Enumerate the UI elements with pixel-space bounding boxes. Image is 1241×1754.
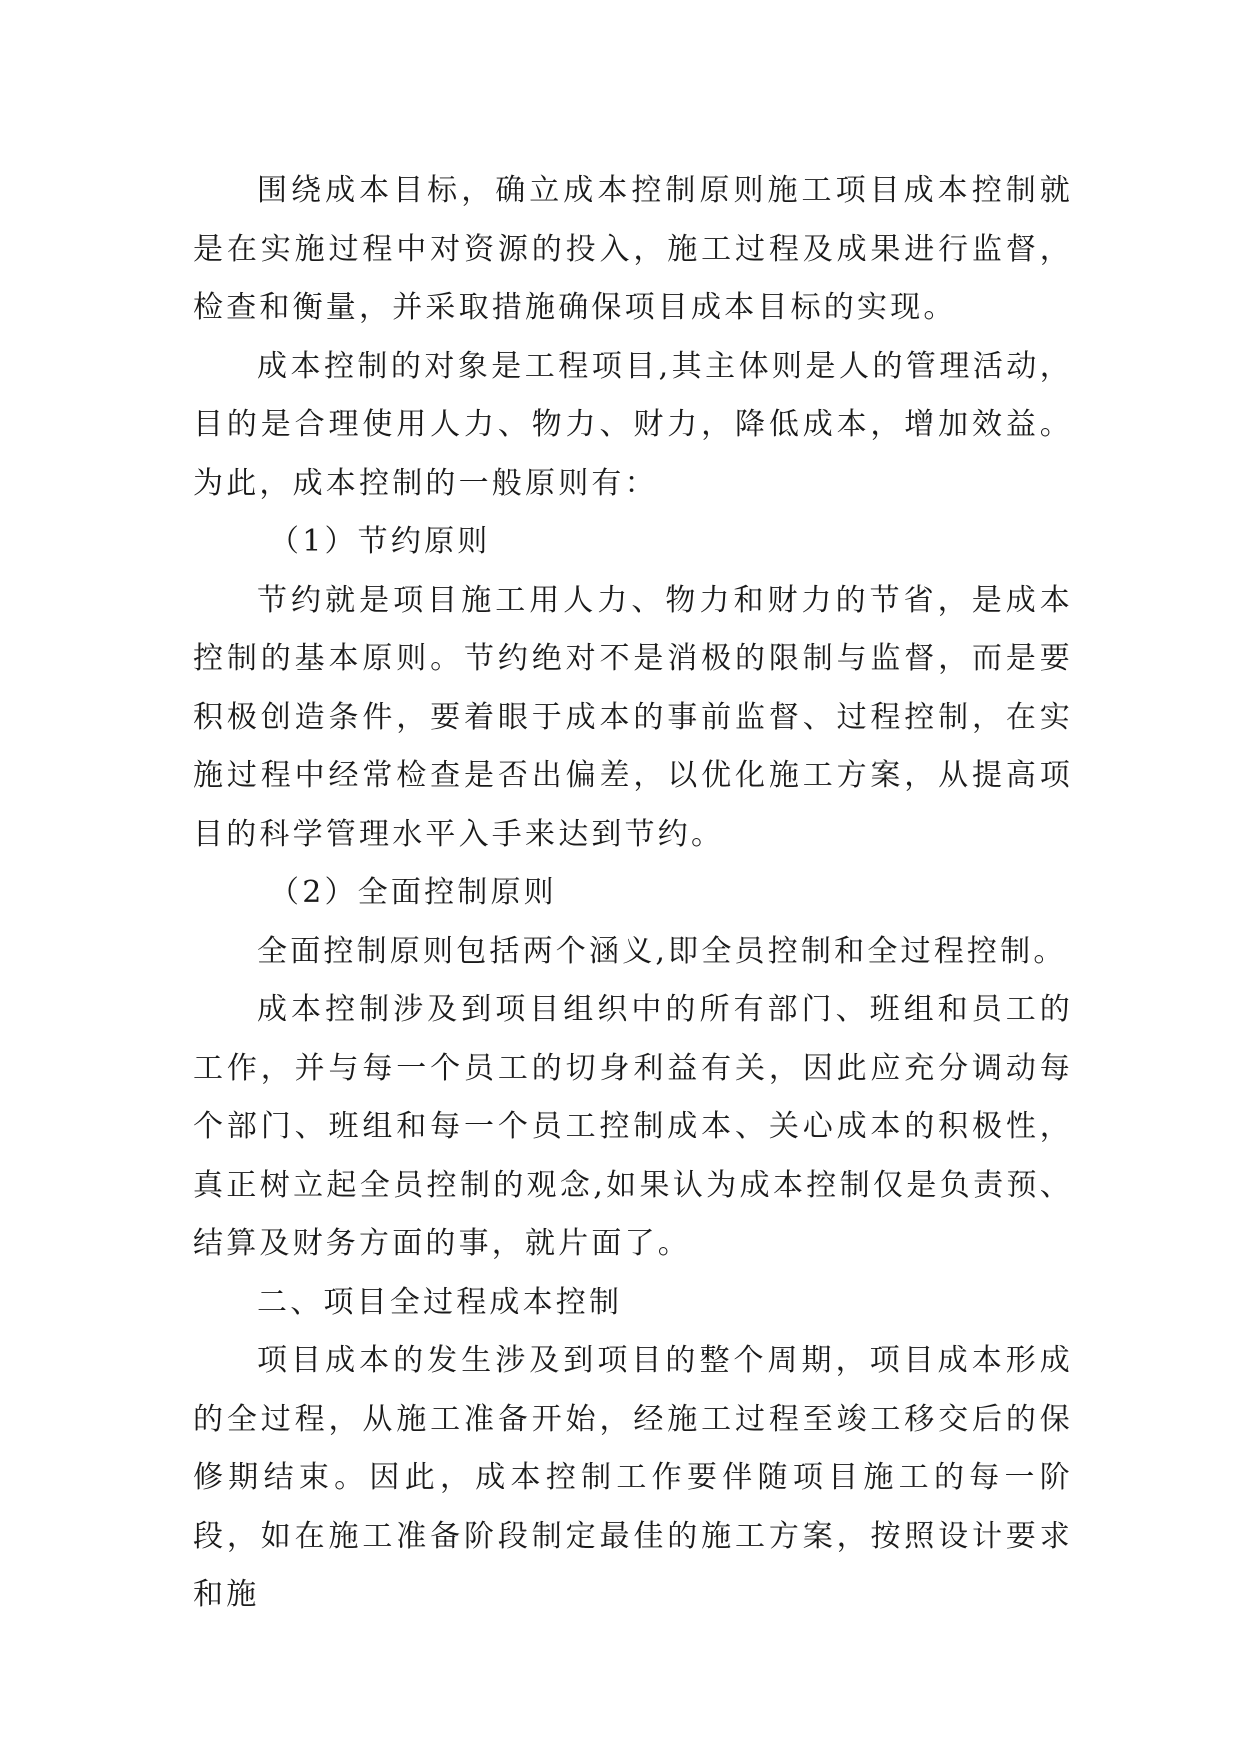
- paragraph-full-control-meaning: 全面控制原则包括两个涵义,即全员控制和全过程控制。: [257, 933, 1067, 969]
- document-body: [193, 162, 1073, 1625]
- paragraph-whole-process-control: 项目成本的发生涉及到项目的整个周期，项目成本形成的全过程，从施工准备开始，经施工过程至竣工移交后的保修期结束。因此，成本控制工作要伴随项目施工的每一阶段，如在施工准备阶段制定最佳的施工方案，按照设计要求和施: [193, 1343, 1073, 1612]
- paragraph-cost-target: 围绕成本目标，确立成本控制原则施工项目成本控制就是在实施过程中对资源的投入，施工过程及成果进行监督，检查和衡量，并采取措施确保项目成本目标的实现。: [193, 173, 1073, 325]
- heading-whole-process-control: 二、项目全过程成本控制: [257, 1284, 623, 1320]
- heading-saving-principle: （1）节约原则: [269, 524, 491, 559]
- paragraph-control-object: 成本控制的对象是工程项目,其主体则是人的管理活动，目的是合理使用人力、物力、财力，降低成本，增加效益。为此，成本控制的一般原则有：: [193, 348, 1073, 501]
- heading-full-control-principle: （2）全面控制原则: [269, 875, 557, 910]
- paragraph-all-staff-control: 成本控制涉及到项目组织中的所有部门、班组和员工的工作，并与每一个员工的切身利益有关，因此应充分调动每个部门、班组和每一个员工控制成本、关心成本的积极性，真正树立起全员控制的观念,如果认为成本控制仅是负责预、结算及财务方面的事，就片面了。: [193, 992, 1073, 1261]
- paragraph-saving-principle: 节约就是项目施工用人力、物力和财力的节省，是成本控制的基本原则。节约绝对不是消极的限制与监督，而是要积极创造条件，要着眼于成本的事前监督、过程控制，在实施过程中经常检查是否出偏差，以优化施工方案，从提高项目的科学管理水平入手来达到节约。: [193, 582, 1073, 852]
